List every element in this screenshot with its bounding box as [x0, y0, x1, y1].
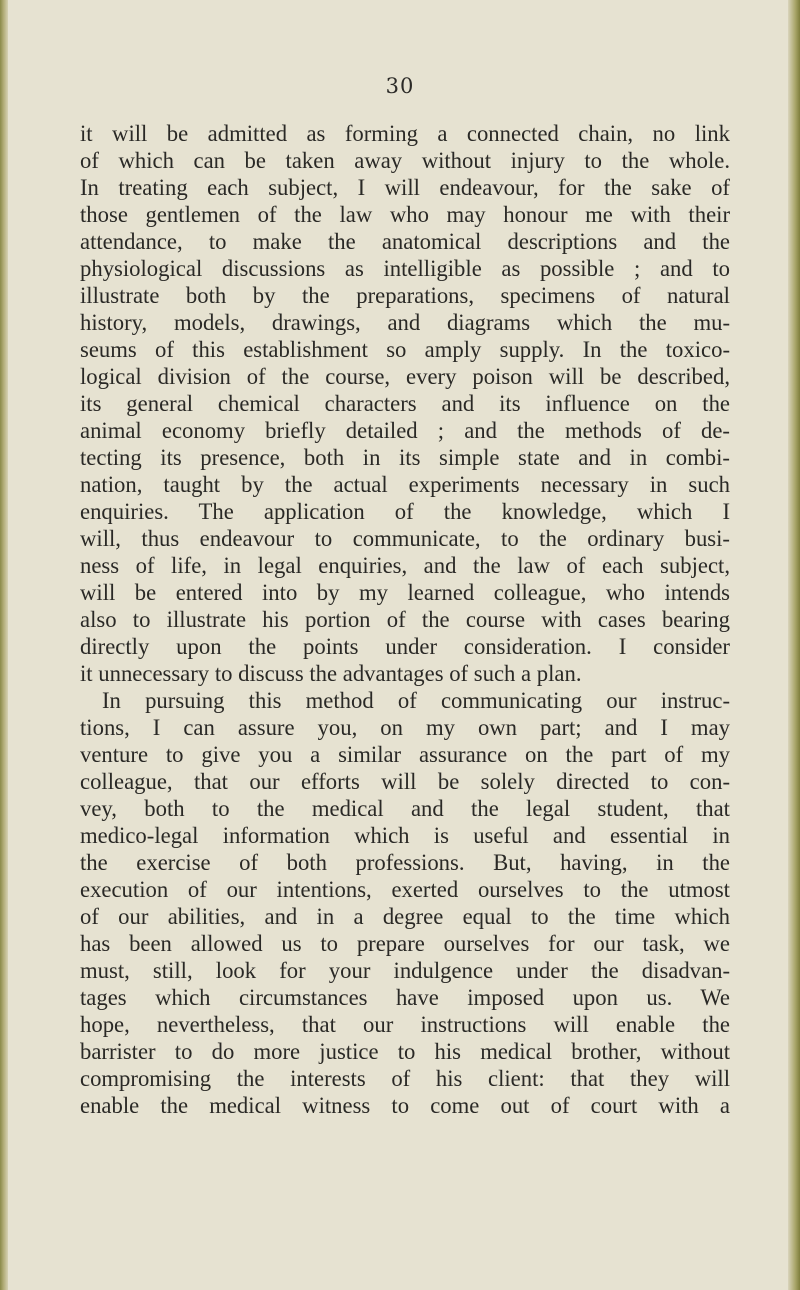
text-line: compromising the interests of his client: that they will	[80, 1066, 730, 1091]
text-line: barrister to do more justice to his medical brother, without	[80, 1039, 730, 1064]
text-line: physiological discussions as intelligible as possible ; and to	[80, 256, 730, 281]
text-line: tecting its presence, both in its simple state and in combi-	[80, 445, 730, 470]
text-line: of which can be taken away without injury to the whole.	[80, 148, 730, 173]
text-line: its general chemical characters and its influence on the	[80, 391, 730, 416]
body-text	[80, 120, 730, 1119]
text-line: ness of life, in legal enquiries, and the law of each subject,	[80, 553, 730, 578]
text-line: logical division of the course, every poison will be described,	[80, 364, 730, 389]
text-line: tages which circumstances have imposed upon us. We	[80, 985, 730, 1010]
text-line: also to illustrate his portion of the course with cases bearing	[80, 607, 730, 632]
text-line: venture to give you a similar assurance on the part of my	[80, 742, 730, 767]
text-line: history, models, drawings, and diagrams which the mu-	[80, 310, 730, 335]
text-line-paragraph-start: In pursuing this method of communicating our instruc-	[102, 688, 730, 713]
page-right-edge-shadow	[788, 0, 800, 1290]
page-left-edge-shadow	[0, 0, 8, 1290]
text-line: enable the medical witness to come out of court with a	[80, 1093, 730, 1118]
text-line: tions, I can assure you, on my own part; and I may	[80, 715, 730, 740]
text-line: animal economy briefly detailed ; and the methods of de-	[80, 418, 730, 443]
text-line: it unnecessary to discuss the advantages of such a plan.	[80, 661, 582, 686]
text-line: directly upon the points under consideration. I consider	[80, 634, 730, 659]
text-line: execution of our intentions, exerted ourselves to the utmost	[80, 877, 730, 902]
text-line: hope, nevertheless, that our instructions will enable the	[80, 1012, 730, 1037]
text-line: nation, taught by the actual experiments necessary in such	[80, 472, 730, 497]
text-line: of our abilities, and in a degree equal to the time which	[80, 904, 730, 929]
text-line: those gentlemen of the law who may honour me with their	[80, 202, 730, 227]
text-line: will, thus endeavour to communicate, to the ordinary busi-	[80, 526, 730, 551]
text-line: colleague, that our efforts will be solely directed to con-	[80, 769, 730, 794]
text-line: the exercise of both professions. But, having, in the	[80, 850, 730, 875]
text-line: has been allowed us to prepare ourselves for our task, we	[80, 931, 730, 956]
text-line: seums of this establishment so amply supply. In the toxico-	[80, 337, 730, 362]
page-number: 30	[385, 74, 415, 98]
text-line: it will be admitted as forming a connected chain, no link	[80, 121, 730, 146]
text-line: attendance, to make the anatomical descriptions and the	[80, 229, 730, 254]
text-line: illustrate both by the preparations, specimens of natural	[80, 283, 730, 308]
text-line: must, still, look for your indulgence under the disadvan-	[80, 958, 730, 983]
text-line: medico-legal information which is useful and essential in	[80, 823, 730, 848]
text-line: In treating each subject, I will endeavour, for the sake of	[80, 175, 730, 200]
text-line: vey, both to the medical and the legal student, that	[80, 796, 730, 821]
text-line: will be entered into by my learned colleague, who intends	[80, 580, 730, 605]
text-line: enquiries. The application of the knowledge, which I	[80, 499, 730, 524]
